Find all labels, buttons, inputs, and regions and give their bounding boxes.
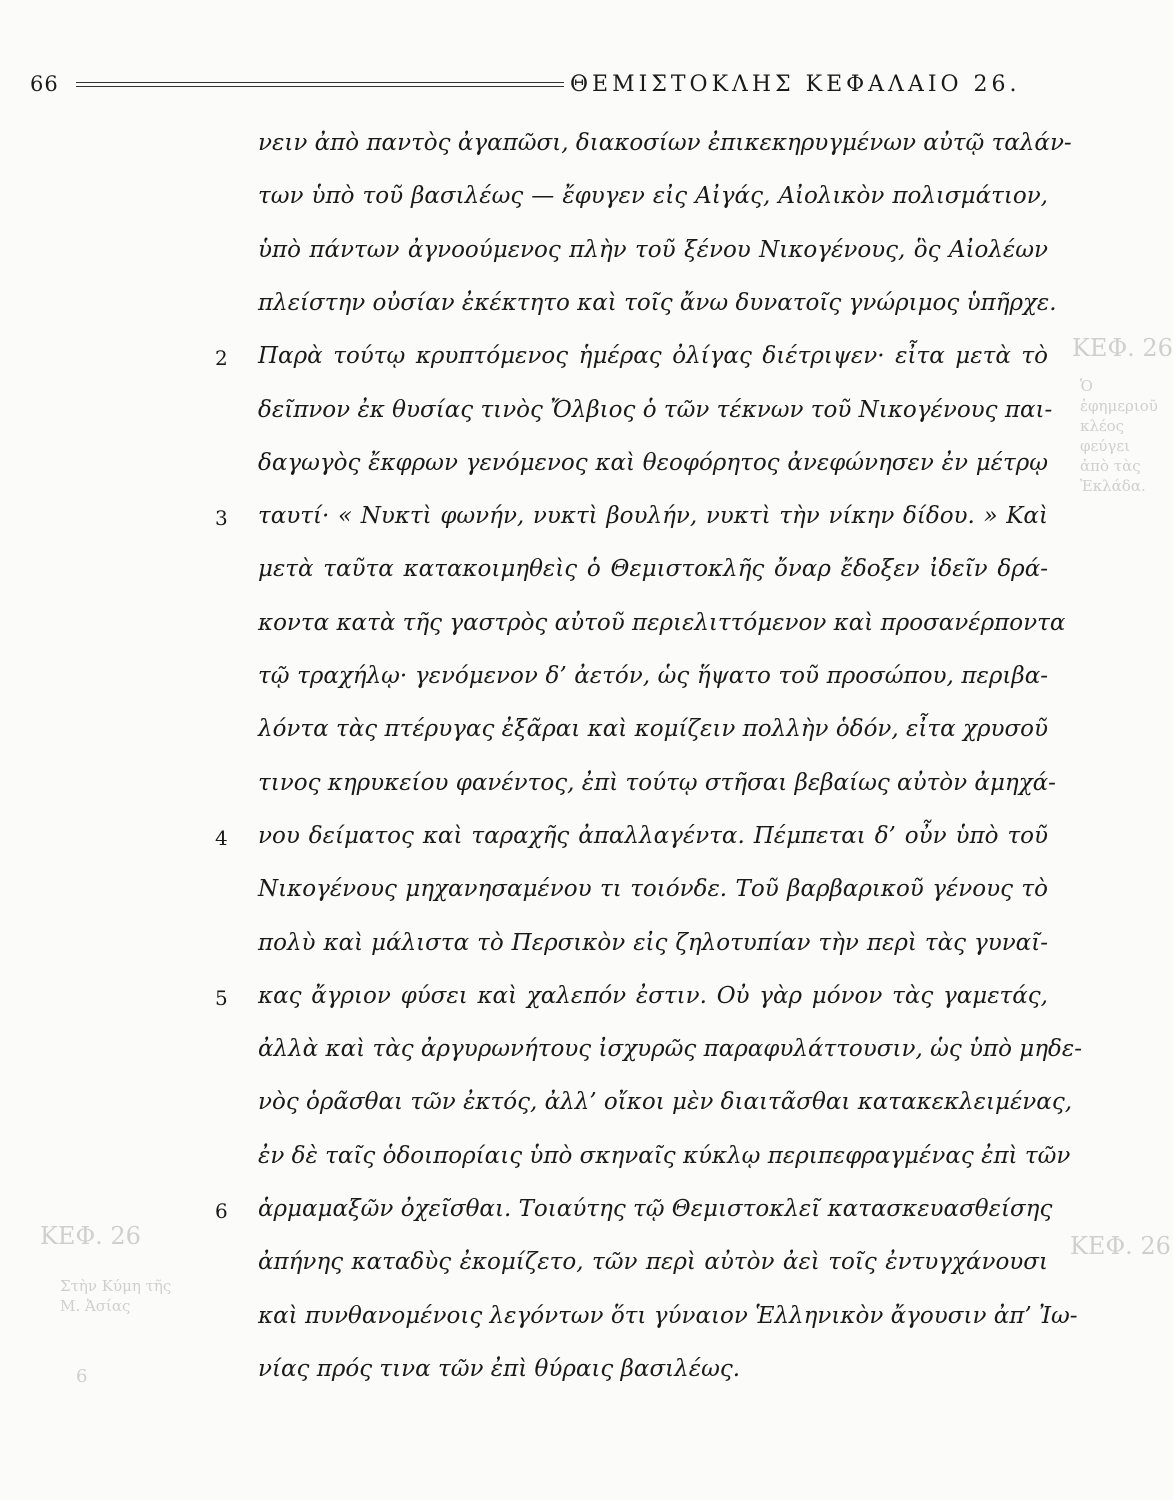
- text-line: πλείστην οὐσίαν ἐκέκτητο καὶ τοῖς ἄνω δυνατοῖς γνώριμος ὑπῆρχε.: [258, 290, 1057, 316]
- text-line: ἐν δὲ ταῖς ὁδοιπορίαις ὑπὸ σκηναῖς κύκλῳ περιπεφραγμένας ἐπὶ τῶν: [258, 1143, 1071, 1169]
- text-line: κοντα κατὰ τῆς γαστρὸς αὐτοῦ περιελιττόμενον καὶ προσανέρποντα: [258, 610, 1066, 636]
- text-line: νου δείματος καὶ ταραχῆς ἀπαλλαγέντα. Πέμπεται δ’ οὖν ὑπὸ τοῦ: [258, 823, 1048, 849]
- text-line: νὸς ὁρᾶσθαι τῶν ἐκτός, ἀλλ’ οἴκοι μὲν διαιτᾶσθαι κατακεκλειμένας,: [258, 1089, 1073, 1115]
- header-rule: [76, 82, 564, 87]
- text-line: ἀπήνης καταδὺς ἐκομίζετο, τῶν περὶ αὐτὸν ἀεὶ τοῖς ἐντυγχάνουσι: [258, 1249, 1048, 1275]
- text-line: δεῖπνον ἐκ θυσίας τινὸς Ὄλβιος ὁ τῶν τέκνων τοῦ Νικογένους παι-: [258, 397, 1053, 423]
- text-line: τινος κηρυκείου φανέντος, ἐπὶ τούτῳ στῆσαι βεβαίως αὐτὸν ἀμηχά-: [258, 770, 1056, 796]
- section-number: 2: [215, 346, 228, 370]
- bleed-through-note-lower: Στὴν Κύμη τῆς Μ. Ἀσίας: [60, 1277, 172, 1315]
- text-line: λόντα τὰς πτέρυγας ἐξᾶραι καὶ κομίζειν πολλὴν ὁδόν, εἶτα χρυσοῦ: [258, 716, 1048, 742]
- section-number: 3: [215, 506, 228, 530]
- text-line: ἀλλὰ καὶ τὰς ἀργυρωνήτους ἰσχυρῶς παραφυλάττουσιν, ὡς ὑπὸ μηδε-: [258, 1036, 1082, 1062]
- text-line: ταυτί· « Νυκτὶ φωνήν, νυκτὶ βουλήν, νυκτὶ τὴν νίκην δίδου. » Καὶ: [258, 503, 1048, 529]
- section-number: 4: [215, 826, 228, 850]
- text-line: νίας πρός τινα τῶν ἐπὶ θύραις βασιλέως.: [258, 1356, 741, 1382]
- page-number: 66: [30, 72, 59, 96]
- bleed-through-heading-lower: ΚΕΦ. 26: [40, 1222, 141, 1250]
- text-line: τῷ τραχήλῳ· γενόμενον δ’ ἀετόν, ὡς ἥψατο τοῦ προσώπου, περιβα-: [258, 663, 1048, 689]
- bleed-through-heading: ΚΕΦ. 26: [1072, 334, 1173, 362]
- bleed-through-note: Ὁ ἐφημεριοῦ κλέος φεύγει ἀπὸ τὰς Ἐκλάδα.: [1080, 377, 1158, 495]
- text-line: Νικογένους μηχανησαμένου τι τοιόνδε. Τοῦ βαρβαρικοῦ γένους τὸ: [258, 876, 1048, 902]
- text-line: των ὑπὸ τοῦ βασιλέως — ἔφυγεν εἰς Αἰγάς, Αἰολικὸν πολισμάτιον,: [258, 183, 1048, 209]
- text-line: κας ἄγριον φύσει καὶ χαλεπόν ἐστιν. Οὐ γὰρ μόνον τὰς γαμετάς,: [258, 983, 1048, 1009]
- section-number: 6: [215, 1199, 228, 1223]
- bleed-through-page-mark: 6: [76, 1366, 88, 1387]
- page-header: [30, 72, 1130, 102]
- text-line: Παρὰ τούτῳ κρυπτόμενος ἡμέρας ὀλίγας διέτριψεν· εἶτα μετὰ τὸ: [258, 343, 1048, 369]
- text-line: ὑπὸ πάντων ἀγνοούμενος πλὴν τοῦ ξένου Νικογένους, ὃς Αἰολέων: [258, 237, 1048, 263]
- text-line: δαγωγὸς ἔκφρων γενόμενος καὶ θεοφόρητος ἀνεφώνησεν ἐν μέτρῳ: [258, 450, 1048, 476]
- text-line: ἁρμαμαξῶν ὀχεῖσθαι. Τοιαύτης τῷ Θεμιστοκλεῖ κατασκευασθείσης: [258, 1196, 1053, 1222]
- bleed-through-heading-lower-right: ΚΕΦ. 26: [1070, 1232, 1171, 1260]
- text-line: καὶ πυνθανομένοις λεγόντων ὅτι γύναιον Ἑλληνικὸν ἄγουσιν ἀπ’ Ἰω-: [258, 1303, 1078, 1329]
- running-title: ΘΕΜΙΣΤΟΚΛΗΣ ΚΕΦΑΛΑΙΟ 26.: [570, 72, 1021, 97]
- text-line: πολὺ καὶ μάλιστα τὸ Περσικὸν εἰς ζηλοτυπίαν τὴν περὶ τὰς γυναῖ-: [258, 930, 1048, 956]
- text-line: νειν ἀπὸ παντὸς ἀγαπῶσι, διακοσίων ἐπικεκηρυγμένων αὐτῷ ταλάν-: [258, 130, 1072, 156]
- text-line: μετὰ ταῦτα κατακοιμηθεὶς ὁ Θεμιστοκλῆς ὄναρ ἔδοξεν ἰδεῖν δρά-: [258, 556, 1048, 582]
- section-number: 5: [215, 986, 228, 1010]
